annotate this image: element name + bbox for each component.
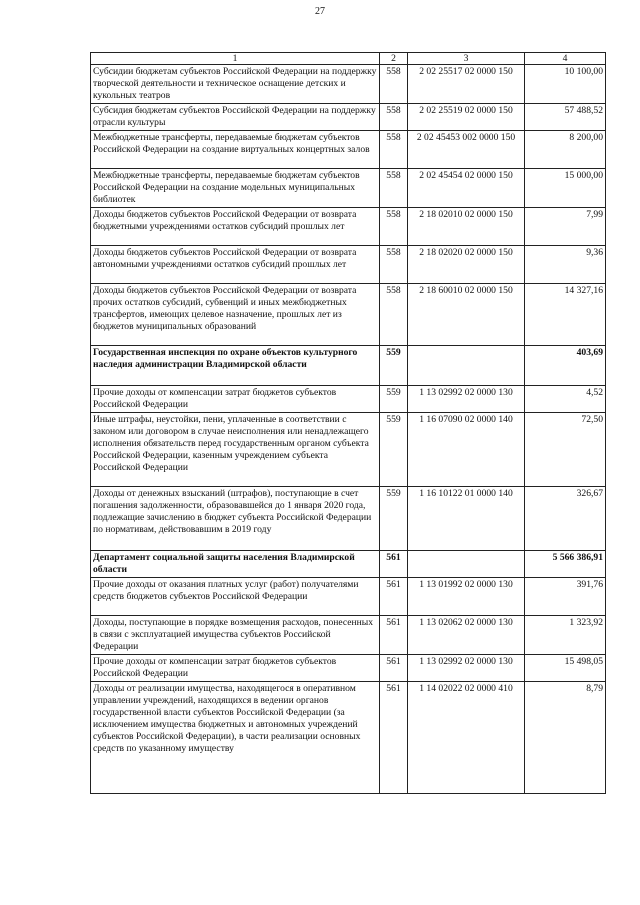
row-code: 559 [380, 413, 408, 487]
row-kbk: 2 02 45453 002 0000 150 [408, 131, 525, 169]
row-name: Прочие доходы от компенсации затрат бюджетов субъектов Российской Федерации [91, 386, 380, 413]
row-name: Межбюджетные трансферты, передаваемые бюджетам субъектов Российской Федерации на создание виртуальных концертных залов [91, 131, 380, 169]
table-row [91, 551, 606, 578]
row-name: Доходы от реализации имущества, находящегося в оперативном управлении учреждений, находящихся в ведении органов государственной власти субъектов Российской Федерации (за исключением имущества бюджетных и автономных учреждений субъектов Российской Федерации), в части реализации основных средств по указанному имуществу [91, 682, 380, 794]
row-code: 558 [380, 131, 408, 169]
row-kbk [408, 551, 525, 578]
row-amount: 4,52 [525, 386, 606, 413]
table-row [91, 284, 606, 346]
row-amount: 403,69 [525, 346, 606, 386]
row-code: 561 [380, 655, 408, 682]
row-name: Доходы бюджетов субъектов Российской Федерации от возврата прочих остатков субсидий, субвенций и иных межбюджетных трансфертов, имеющих целевое назначение, прошлых лет из бюджетов муниципальных образований [91, 284, 380, 346]
row-code: 558 [380, 65, 408, 104]
row-amount: 326,67 [525, 487, 606, 551]
header-col-4: 4 [525, 53, 606, 65]
row-kbk: 1 13 02992 02 0000 130 [408, 386, 525, 413]
row-kbk: 2 02 25519 02 0000 150 [408, 104, 525, 131]
table-row [91, 578, 606, 616]
row-amount: 9,36 [525, 246, 606, 284]
table-row [91, 246, 606, 284]
row-amount: 8 200,00 [525, 131, 606, 169]
row-amount: 8,79 [525, 682, 606, 794]
row-code: 558 [380, 246, 408, 284]
row-code: 561 [380, 682, 408, 794]
row-amount: 7,99 [525, 208, 606, 246]
row-name: Межбюджетные трансферты, передаваемые бюджетам субъектов Российской Федерации на создание модельных муниципальных библиотек [91, 169, 380, 208]
row-kbk: 1 14 02022 02 0000 410 [408, 682, 525, 794]
row-code: 558 [380, 104, 408, 131]
table-row [91, 208, 606, 246]
row-name: Доходы бюджетов субъектов Российской Федерации от возврата автономными учреждениями остатков субсидий прошлых лет [91, 246, 380, 284]
table-row [91, 65, 606, 104]
row-name: Доходы, поступающие в порядке возмещения расходов, понесенных в связи с эксплуатацией имущества субъектов Российской Федерации [91, 616, 380, 655]
header-row [91, 53, 606, 65]
row-code: 558 [380, 208, 408, 246]
row-name: Доходы от денежных взысканий (штрафов), поступающие в счет погашения задолженности, образовавшейся до 1 января 2020 года, подлежащие зачислению в бюджет субъекта Российской Федерации по нормативам, действовавшим в 2019 году [91, 487, 380, 551]
header-col-1: 1 [91, 53, 380, 65]
row-kbk: 2 18 02010 02 0000 150 [408, 208, 525, 246]
row-code: 558 [380, 169, 408, 208]
row-name: Прочие доходы от компенсации затрат бюджетов субъектов Российской Федерации [91, 655, 380, 682]
row-amount: 14 327,16 [525, 284, 606, 346]
row-kbk: 2 18 02020 02 0000 150 [408, 246, 525, 284]
row-code: 559 [380, 386, 408, 413]
row-amount: 391,76 [525, 578, 606, 616]
row-name: Иные штрафы, неустойки, пени, уплаченные в соответствии с законом или договором в случае неисполнения или ненадлежащего исполнения обязательств перед государственным органом субъекта Российской Федерации, казенным учреждением субъекта Российской Федерации [91, 413, 380, 487]
row-kbk: 1 16 07090 02 0000 140 [408, 413, 525, 487]
row-code: 559 [380, 487, 408, 551]
page-number: 27 [315, 6, 325, 17]
row-amount: 57 488,52 [525, 104, 606, 131]
row-amount: 10 100,00 [525, 65, 606, 104]
header-col-2: 2 [380, 53, 408, 65]
table-row [91, 346, 606, 386]
table-row [91, 682, 606, 794]
table-row [91, 413, 606, 487]
row-code: 561 [380, 578, 408, 616]
row-amount: 15 000,00 [525, 169, 606, 208]
row-kbk: 1 16 10122 01 0000 140 [408, 487, 525, 551]
row-kbk: 2 02 25517 02 0000 150 [408, 65, 525, 104]
row-name: Субсидии бюджетам субъектов Российской Федерации на поддержку творческой деятельности и техническое оснащение детских и кукольных театров [91, 65, 380, 104]
row-name: Государственная инспекция по охране объектов культурного наследия администрации Владимирской области [91, 346, 380, 386]
table-row [91, 487, 606, 551]
row-kbk: 2 18 60010 02 0000 150 [408, 284, 525, 346]
revenue-table [90, 52, 606, 794]
table-row [91, 616, 606, 655]
row-kbk: 1 13 02062 02 0000 130 [408, 616, 525, 655]
row-code: 559 [380, 346, 408, 386]
row-code: 558 [380, 284, 408, 346]
row-code: 561 [380, 616, 408, 655]
table-row [91, 655, 606, 682]
row-amount: 5 566 386,91 [525, 551, 606, 578]
table-body [91, 65, 606, 794]
row-kbk: 1 13 01992 02 0000 130 [408, 578, 525, 616]
row-name: Прочие доходы от оказания платных услуг (работ) получателями средств бюджетов субъектов Российской Федерации [91, 578, 380, 616]
table-row [91, 131, 606, 169]
row-kbk [408, 346, 525, 386]
row-amount: 1 323,92 [525, 616, 606, 655]
row-name: Доходы бюджетов субъектов Российской Федерации от возврата бюджетными учреждениями остатков субсидий прошлых лет [91, 208, 380, 246]
row-amount: 72,50 [525, 413, 606, 487]
row-amount: 15 498,05 [525, 655, 606, 682]
header-col-3: 3 [408, 53, 525, 65]
table-row [91, 386, 606, 413]
row-name: Департамент социальной защиты населения Владимирской области [91, 551, 380, 578]
row-code: 561 [380, 551, 408, 578]
table-row [91, 104, 606, 131]
row-name: Субсидия бюджетам субъектов Российской Федерации на поддержку отрасли культуры [91, 104, 380, 131]
table-row [91, 169, 606, 208]
row-kbk: 1 13 02992 02 0000 130 [408, 655, 525, 682]
row-kbk: 2 02 45454 02 0000 150 [408, 169, 525, 208]
